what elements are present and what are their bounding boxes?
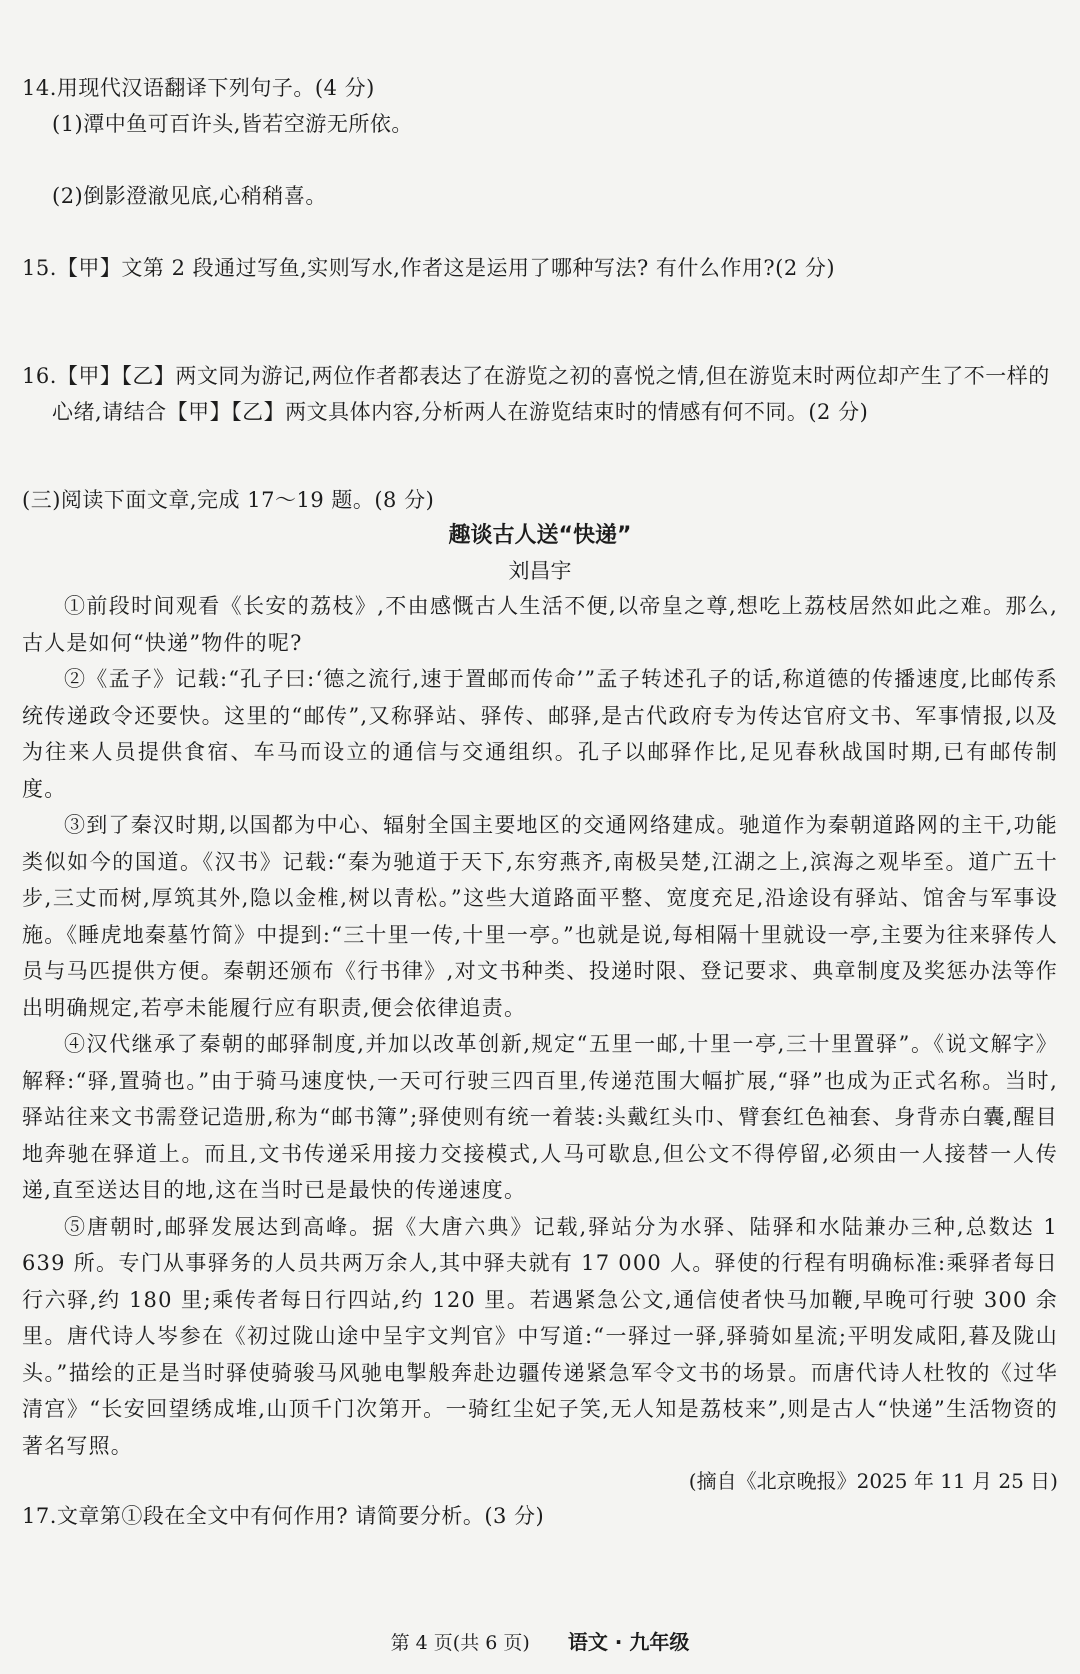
article-paragraph-4: ④汉代继承了秦朝的邮驿制度,并加以改革创新,规定“五里一邮,十里一亭,三十里置驿”。《说文解字》解释:“驿,置骑也。”由于骑马速度快,一天可行驶三四百里,传递范围大幅扩展,“驿”也成为正式名称。当时,驿站往来文书需登记造册,称为“邮书簿”;驿使则有统一着装:头戴红头巾、臂套红色袖套、身背赤白囊,醒目地奔驰在驿道上。而且,文书传递采用接力交接模式,人马可歇息,但公文不得停留,必须由一人接替一人传递,直至送达目的地,这在当时已是最快的传递速度。 [22,1032,1058,1202]
question-14-sentence-1: (1)潭中鱼可百许头,皆若空游无所依。 [52,112,413,136]
page-footer [0,1626,1080,1655]
article-paragraph-1: ①前段时间观看《长安的荔枝》,不由感慨古人生活不便,以帝皇之尊,想吃上荔枝居然如此之难。那么,古人是如何“快递”物件的呢? [22,594,1058,655]
question-17: 17.文章第①段在全文中有何作用? 请简要分析。(3 分) [22,1504,545,1528]
page-number: 第 4 页(共 6 页) [390,1632,530,1654]
article-author: 刘昌宇 [508,559,572,583]
article-paragraph-3: ③到了秦汉时期,以国都为中心、辐射全国主要地区的交通网络建成。驰道作为秦朝道路网的主干,功能类似如今的国道。《汉书》记载:“秦为驰道于天下,东穷燕齐,南极吴楚,江湖之上,滨海之观毕至。道广五十步,三丈而树,厚筑其外,隐以金椎,树以青松。”这些大道路面平整、宽度充足,沿途设有驿站、馆舍与军事设施。《睡虎地秦墓竹简》中提到:“三十里一传,十里一亭。”也就是说,每相隔十里就设一亭,主要为往来驿传人员与马匹提供方便。秦朝还颁布《行书律》,对文书种类、投递时限、登记要求、典章制度及奖惩办法等作出明确规定,若亭未能履行应有职责,便会依律追责。 [22,813,1058,1020]
question-16: 16.【甲】【乙】两文同为游记,两位作者都表达了在游览之初的喜悦之情,但在游览末时两位却产生了不一样的心绪,请结合【甲】【乙】两文具体内容,分析两人在游览结束时的情感有何不同。(2 分) [22,364,1050,424]
subject-label: 语文 · 九年级 [567,1630,690,1654]
exam-page [22,70,1058,1534]
question-14-sentence-2: (2)倒影澄澈见底,心稍稍喜。 [52,184,327,208]
question-14-stem: 14.用现代汉语翻译下列句子。(4 分) [22,76,375,100]
article-paragraph-2: ②《孟子》记载:“孔子曰:‘德之流行,速于置邮而传命’”孟子转述孔子的话,称道德的传播速度,比邮传系统传递政令还要快。这里的“邮传”,又称驿站、驿传、邮驿,是古代政府专为传达官府文书、军事情报,以及为往来人员提供食宿、车马而设立的通信与交通组织。孔子以邮驿作比,足见春秋战国时期,已有邮传制度。 [22,667,1058,801]
article-source: (摘自《北京晚报》2025 年 11 月 25 日) [688,1469,1058,1493]
article-paragraph-5: ⑤唐朝时,邮驿发展达到高峰。据《大唐六典》记载,驿站分为水驿、陆驿和水陆兼办三种,总数达 1 639 所。专门从事驿务的人员共两万余人,其中驿夫就有 17 000 人。驿使的行程有明确标准:乘驿者每日行六驿,约 180 里;乘传者每日行四站,约 120 里。若遇紧急公文,通信使者快马加鞭,早晚可行驶 300 余里。唐代诗人岑参在《初过陇山途中呈宇文判官》中写道:“一驿过一驿,驿骑如星流;平明发咸阳,暮及陇山头。”描绘的正是当时驿使骑骏马风驰电掣般奔赴边疆传递紧急军令文书的场景。而唐代诗人杜牧的《过华清宫》“长安回望绣成堆,山顶千门次第开。一骑红尘妃子笑,无人知是荔枝来”,则是古人“快递”生活物资的著名写照。 [22,1214,1058,1458]
section-3-heading: (三)阅读下面文章,完成 17～19 题。(8 分) [22,488,435,512]
article-title: 趣谈古人送“快递” [448,523,632,548]
question-15: 15.【甲】文第 2 段通过写鱼,实则写水,作者这是运用了哪种写法? 有什么作用?(2 分) [22,256,836,280]
